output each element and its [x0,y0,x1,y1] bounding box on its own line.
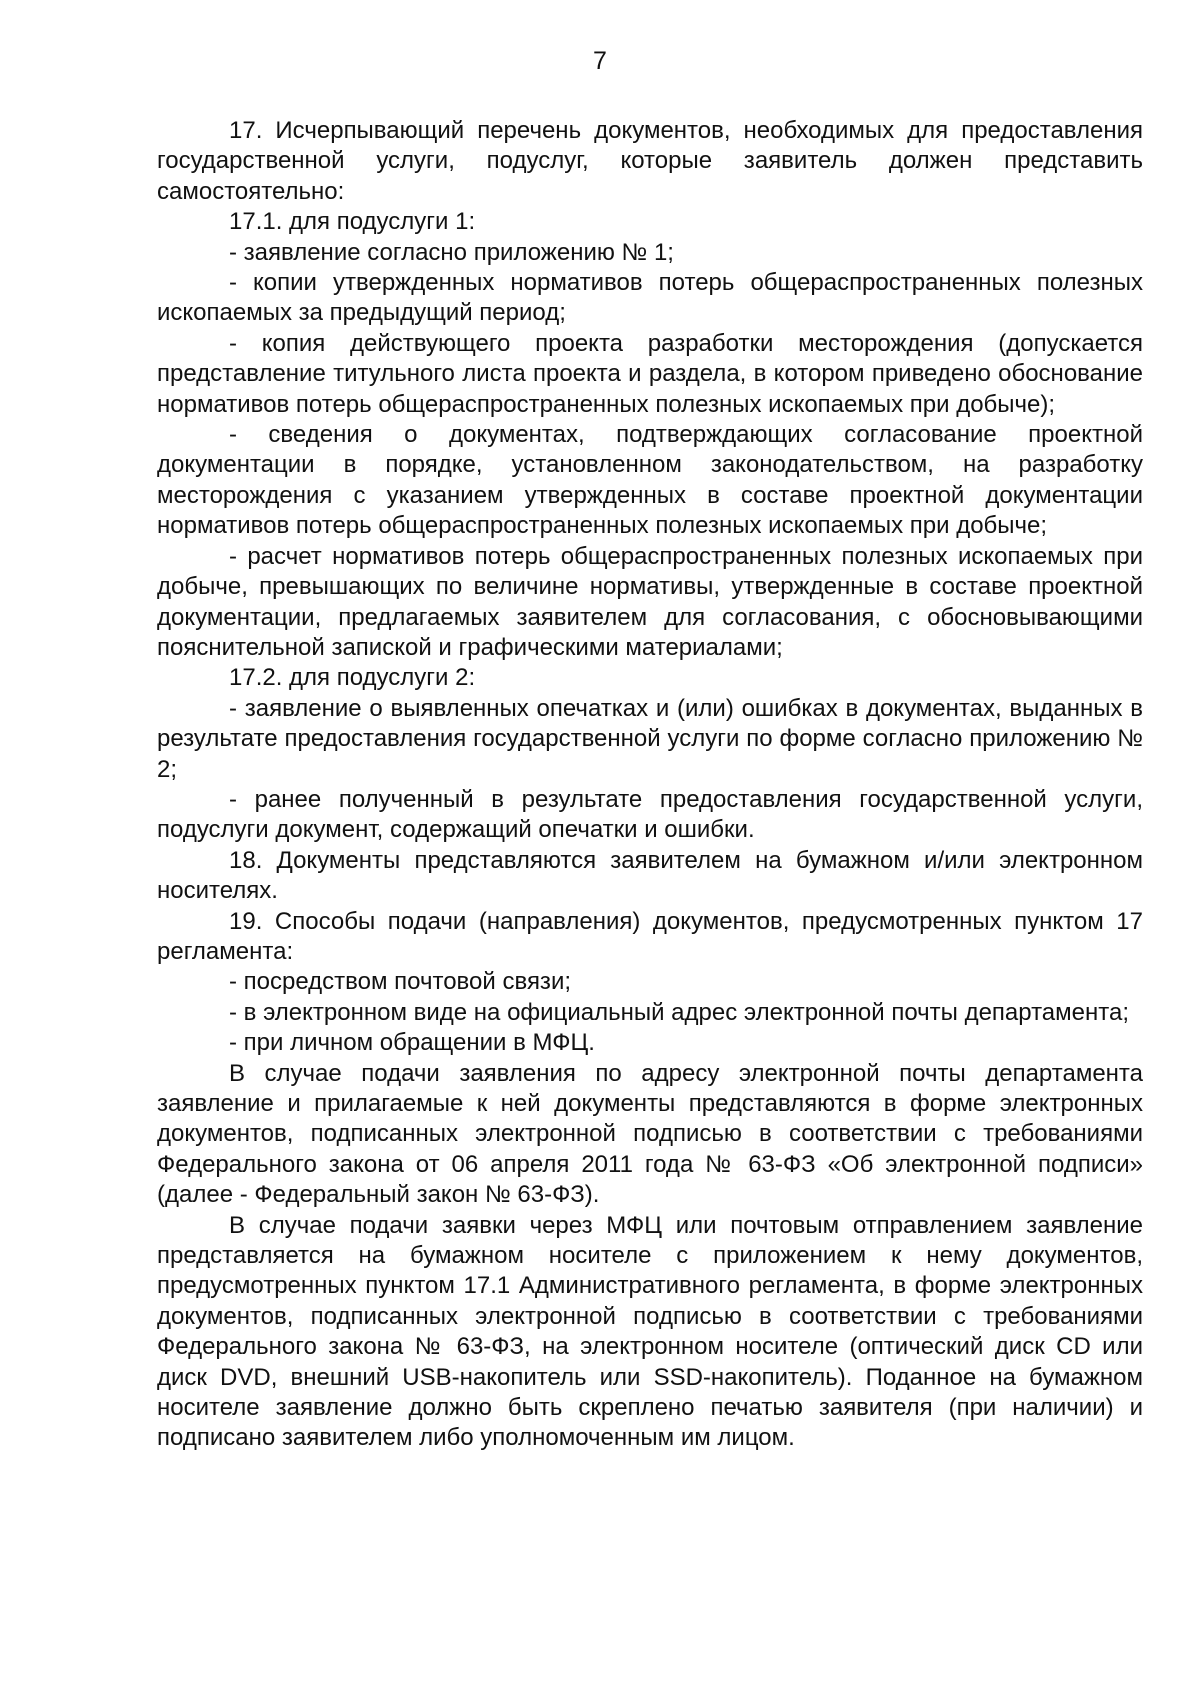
list-item: - заявление согласно приложению № 1; [229,238,674,266]
list-item: - в электронном виде на официальный адрес электронной почты департамента; [229,998,1129,1026]
paragraph-email-submission: В случае подачи заявления по адресу электронной почты департамента заявление и прилагаемые к ней документы представляются в форме электронных документов, подписанных электронной подписью в соответствии с требованиями Федерального закона от 06 апреля 2011 года № 63-ФЗ «Об электронной подписи» (далее - Федеральный закон № 63-ФЗ). [157,1059,1143,1209]
paragraph-mfc-submission: В случае подачи заявки через МФЦ или почтовым отправлением заявление представляется на бумажном носителе с приложением к нему документов, предусмотренных пунктом 17.1 Административного регламента, в форме электронных документов, подписанных электронной подписью в соответствии с требованиями Федерального закона № 63-ФЗ, на электронном носителе (оптический диск CD или диск DVD, внешний USB-накопитель или SSD-накопитель). Поданное на бумажном носителе заявление должно быть скреплено печатью заявителя (при наличии) и подписано заявителем либо уполномоченным им лицом. [157,1211,1143,1452]
list-item: - расчет нормативов потерь общераспространенных полезных ископаемых при добыче, превышающих по величине нормативы, утвержденные в составе проектной документации, предлагаемых заявителем для согласования, с обосновывающими пояснительной запиской и графическими материалами; [157,542,1143,661]
list-item: - ранее полученный в результате предоставления государственной услуги, подуслуги документ, содержащий опечатки и ошибки. [157,785,1143,844]
paragraph-17-2-heading: 17.2. для подуслуги 2: [229,664,476,692]
list-item: - посредством почтовой связи; [229,968,572,996]
list-item: - сведения о документах, подтверждающих согласование проектной документации в порядке, установленном законодательством, на разработку месторождения с указанием утвержденных в составе проектной документации нормативов потерь общераспространенных полезных ископаемых при добыче; [157,421,1143,540]
paragraph-18: 18. Документы представляются заявителем на бумажном и/или электронном носителях. [157,846,1143,905]
paragraph-17: 17. Исчерпывающий перечень документов, необходимых для предоставления государственной услуги, подуслуг, которые заявитель должен представить самостоятельно: [157,117,1143,205]
page-number: 7 [593,47,607,75]
list-item: - заявление о выявленных опечатках и (или) ошибках в документах, выданных в результате предоставления государственной услуги по форме согласно приложению № 2; [157,694,1143,783]
document-body [157,116,1143,1454]
list-item: - при личном обращении в МФЦ. [229,1029,595,1057]
paragraph-17-1-heading: 17.1. для подуслуги 1: [229,208,476,236]
list-item: - копии утвержденных нормативов потерь общераспространенных полезных ископаемых за предыдущий период; [157,269,1143,327]
paragraph-19: 19. Способы подачи (направления) документов, предусмотренных пунктом 17 регламента: [157,907,1143,965]
list-item: - копия действующего проекта разработки месторождения (допускается представление титульного листа проекта и раздела, в котором приведено обоснование нормативов потерь общераспространенных полезных ископаемых при добыче); [157,329,1143,418]
